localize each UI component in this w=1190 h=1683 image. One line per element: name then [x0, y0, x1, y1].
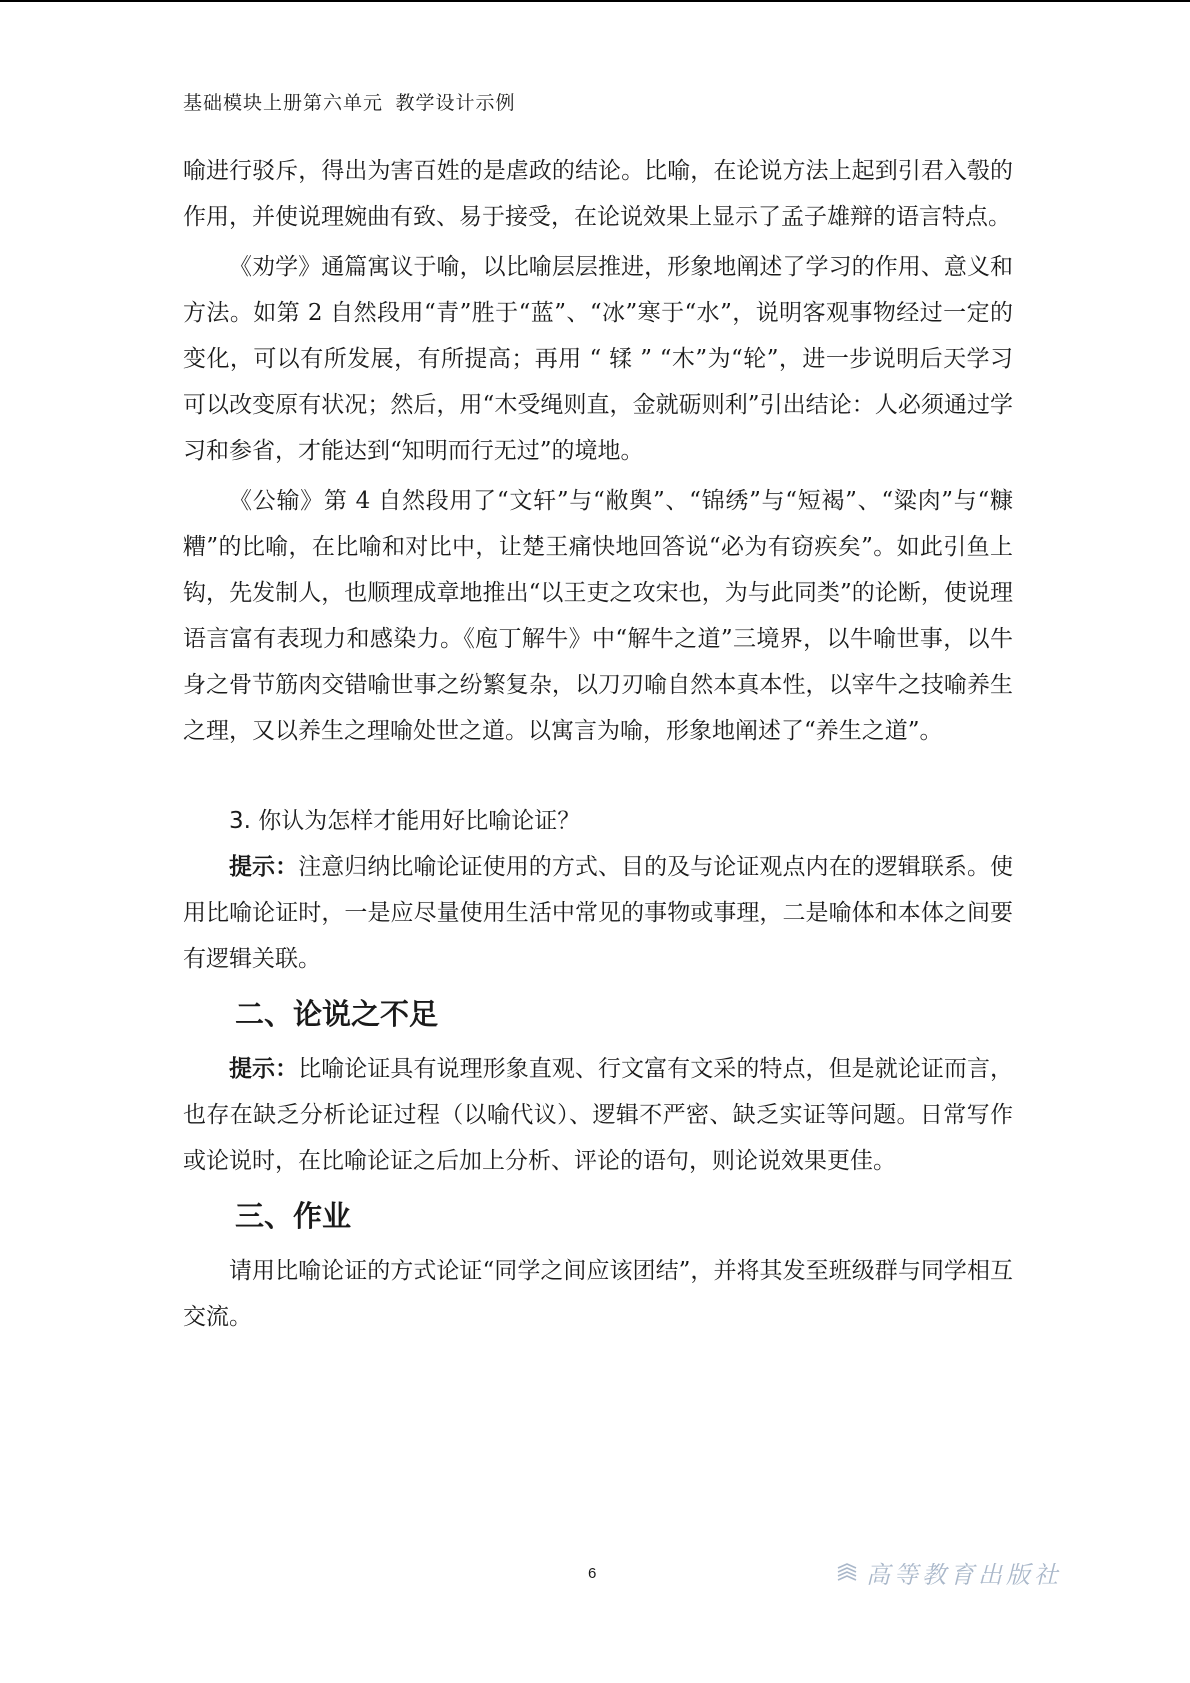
hint-text: 注意归纳比喻论证使用的方式、目的及与论证观点内在的逻辑联系。使用比喻论证时，一是应尽量使用生活中常见的事物或事理，二是喻体和本体之间要有逻辑关联。 — [183, 854, 1014, 972]
hint-label: 提示： — [229, 1056, 299, 1082]
question-3-hint — [183, 844, 1013, 982]
publisher-name: 高等教育出版社 — [866, 1561, 1062, 1589]
hint-text: 比喻论证具有说理形象直观、行文富有文采的特点，但是就论证而言，也存在缺乏分析论证过程（以喻代议）、逻辑不严密、缺乏实证等问题。日常写作或论说时，在比喻论证之后加上分析、评论的语句，则论说效果更佳。 — [183, 1056, 1014, 1174]
section-2-hint — [183, 1046, 1013, 1184]
homework-text: 请用比喻论证的方式论证“同学之间应该团结”，并将其发至班级群与同学相互交流。 — [183, 1258, 1013, 1330]
section-heading-homework: 三、作业 — [235, 1199, 352, 1233]
spacer — [183, 754, 1013, 798]
document-body — [183, 148, 1013, 1340]
section-heading-shortcomings: 二、论说之不足 — [235, 997, 439, 1031]
publisher-logo-icon — [836, 1562, 858, 1584]
paragraph-quanxue: 《劝学》通篇寓议于喻，以比喻层层推进，形象地阐述了学习的作用、意义和方法。如第 2 自然段用“青”胜于“蓝”、“冰”寒于“水”，说明客观事物经过一定的变化，可以有所发展，有所提高；再用 “ 𫐓 ” “木”为“轮”，进一步说明后天学习可以改变原有状况；然后，用“木受绳则直，金就砺则利”引出结论：人必须通过学习和参省，才能达到“知明而行无过”的境地。 — [183, 254, 1013, 464]
paragraph-continuation: 喻进行驳斥，得出为害百姓的是虐政的结论。比喻，在论说方法上起到引君入彀的作用，并使说理婉曲有致、易于接受，在论说效果上显示了孟子雄辩的语言特点。 — [183, 158, 1013, 230]
page-number: 6 — [588, 1565, 597, 1582]
running-header: 基础模块上册第六单元 教学设计示例 — [183, 92, 516, 114]
top-rule — [0, 0, 1190, 2]
question-3-title: 3. 你认为怎样才能用好比喻论证？ — [229, 808, 581, 834]
publisher-mark — [836, 1555, 1062, 1590]
paragraph-gongshu: 《公输》第 4 自然段用了“文轩”与“敝舆”、“锦绣”与“短褐”、“粱肉”与“糠糟”的比喻，在比喻和对比中，让楚王痛快地回答说“必为有窃疾矣”。如此引鱼上钩，先发制人，也顺理成章地推出“以王吏之攻宋也，为与此同类”的论断，使说理语言富有表现力和感染力。《庖丁解牛》中“解牛之道”三境界，以牛喻世事，以牛身之骨节筋肉交错喻世事之纷繁复杂，以刀刃喻自然本真本性，以宰牛之技喻养生之理，又以养生之理喻处世之道。以寓言为喻，形象地阐述了“养生之道”。 — [183, 488, 1013, 744]
hint-label: 提示： — [229, 854, 299, 880]
